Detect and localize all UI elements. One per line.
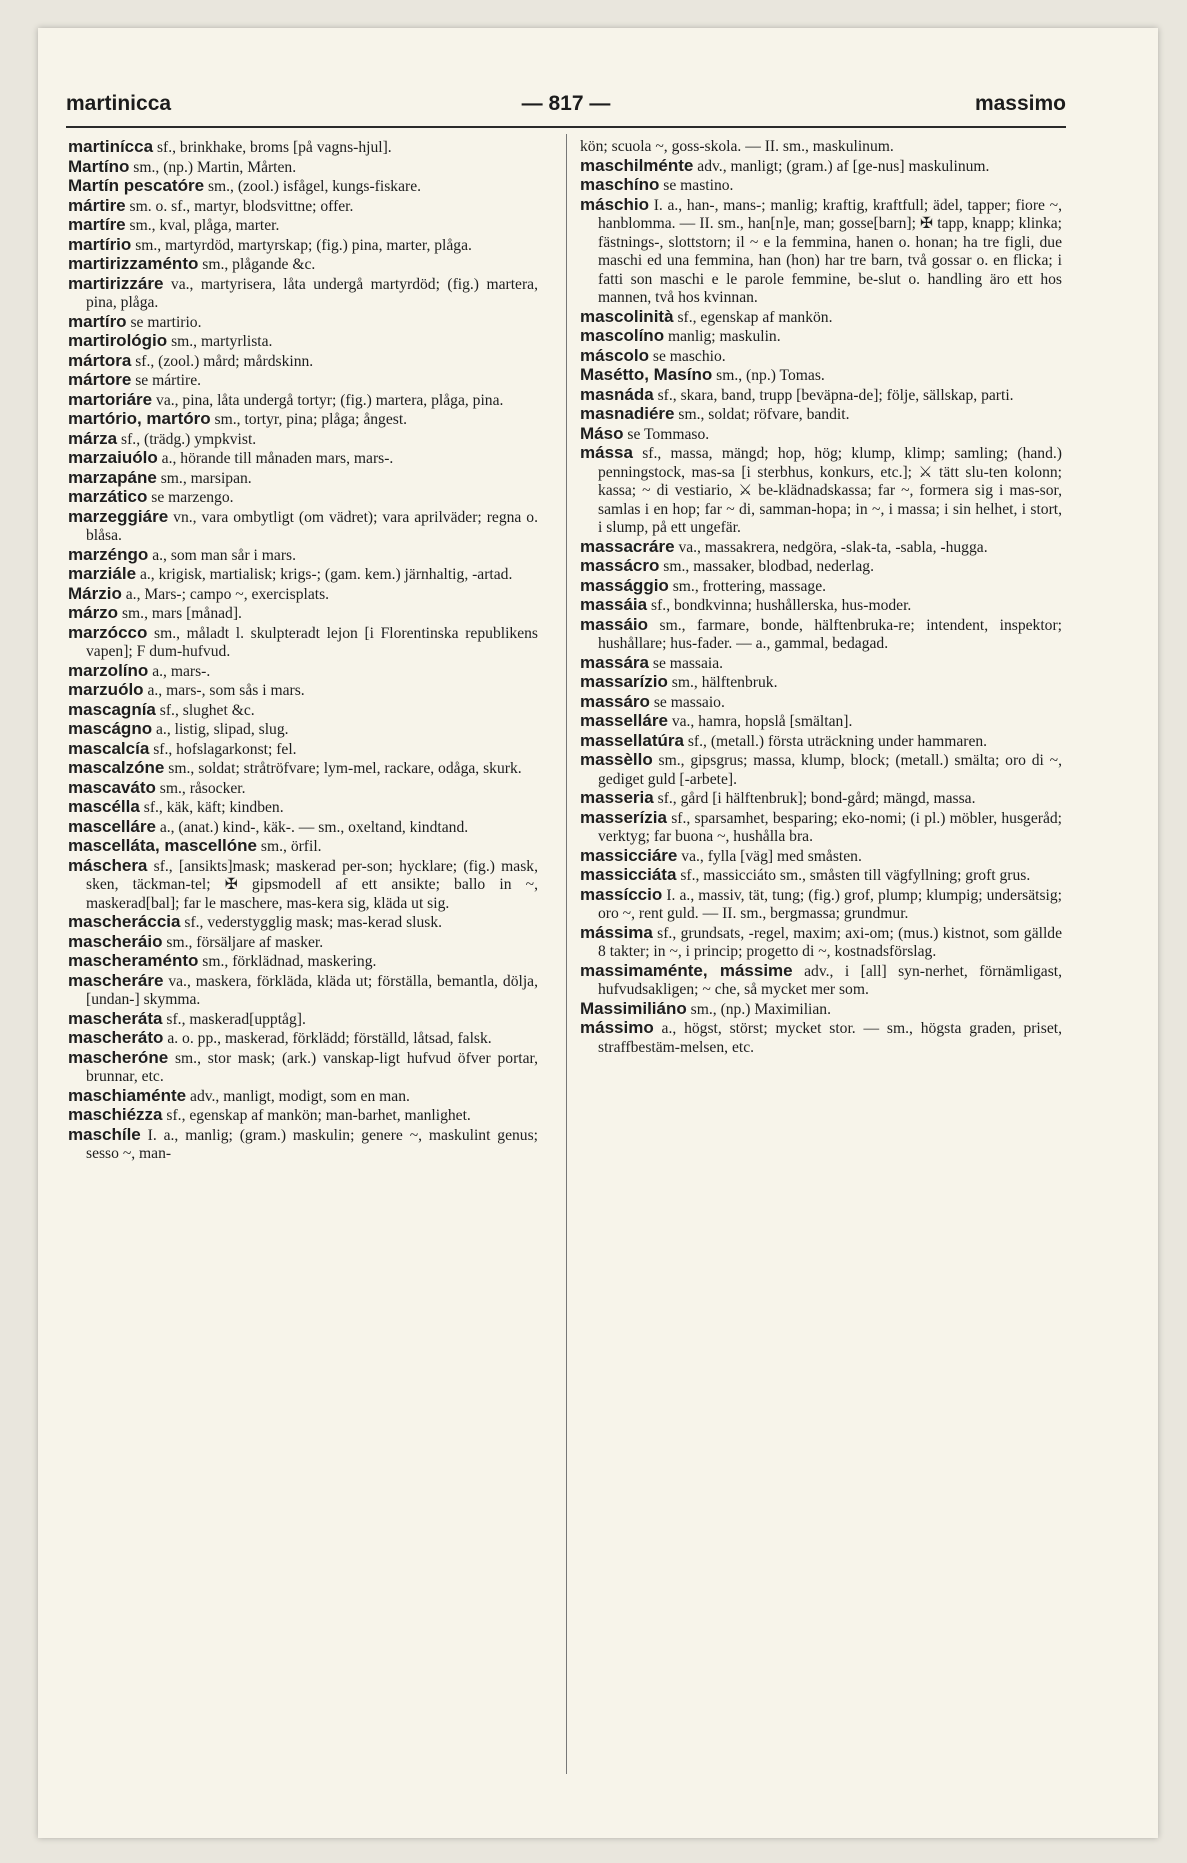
dictionary-entry xyxy=(580,1019,1062,1057)
entry-definition: va., fylla [väg] med småsten. xyxy=(681,847,862,865)
dictionary-entry xyxy=(68,1049,538,1087)
entry-definition: sm., gipsgrus; massa, klump, block; (metall.) smälta; oro di ~, gediget guld [-arbete]. xyxy=(598,752,1062,788)
entry-definition: sf., vederstygglig mask; mas-kerad slusk. xyxy=(184,914,443,931)
entry-definition: a., hörande till månaden mars, mars-. xyxy=(161,450,394,467)
dictionary-entry xyxy=(68,624,538,662)
entry-headword: massicciáta xyxy=(580,865,677,884)
right-column xyxy=(580,138,1062,1057)
entry-headword: mascaváto xyxy=(68,777,156,797)
entry-definition: se maschio. xyxy=(652,347,726,365)
dictionary-entry xyxy=(68,138,538,158)
entry-headword: marzuólo xyxy=(68,680,144,699)
entry-headword: mascheraménto xyxy=(68,951,199,970)
dictionary-entry xyxy=(580,789,1062,809)
dictionary-entry xyxy=(68,255,538,275)
dictionary-entry xyxy=(68,488,538,508)
entry-headword: marzapáne xyxy=(68,467,157,487)
entry-headword: Martín pescatóre xyxy=(68,176,205,195)
entry-headword: mascalzóne xyxy=(68,758,165,777)
dictionary-entry xyxy=(580,732,1062,752)
page-number: — 817 — xyxy=(521,92,611,115)
entry-headword: mascheráccia xyxy=(68,912,181,931)
entry-definition: sm., (np.) Maximilian. xyxy=(690,1000,832,1018)
dictionary-entry xyxy=(580,425,1062,445)
dictionary-entry xyxy=(580,866,1062,886)
entry-headword: martório, martóro xyxy=(68,409,211,428)
entry-definition: sm., (np.) Tomas. xyxy=(716,367,825,384)
entry-headword: massacráre xyxy=(580,536,675,556)
entry-definition: sf., egenskap af mankön; man-barhet, manlighet. xyxy=(166,1107,471,1124)
dictionary-entry xyxy=(580,886,1062,924)
entry-headword: máschio xyxy=(580,194,649,214)
entry-definition: va., maskera, förkläda, kläda ut; förställa, bemantla, dölja, [undan-] skymma. xyxy=(86,972,538,1008)
dictionary-entry xyxy=(580,924,1062,962)
dictionary-entry xyxy=(68,508,538,546)
entry-definition: a., krigisk, martialisk; krigs-; (gam. kem.) järnhaltig, -artad. xyxy=(139,566,513,583)
entry-headword: massáro xyxy=(580,691,650,711)
entry-headword: mascheráta xyxy=(68,1008,163,1028)
entry-definition: sm., måladt l. skulpteradt lejon [i Florentinska republikens vapen]; F dum-hufvud. xyxy=(86,624,538,660)
entry-headword: mascalcía xyxy=(68,738,150,758)
dictionary-entry xyxy=(580,596,1062,616)
entry-headword: maschíno xyxy=(580,175,660,194)
entry-headword: mascheráre xyxy=(68,970,164,990)
entry-headword: massáia xyxy=(580,595,648,614)
dictionary-entry xyxy=(68,430,538,450)
entry-definition: a., som man sår i mars. xyxy=(152,546,296,564)
entry-headword: mascolíno xyxy=(580,326,665,345)
entry-definition: sf., sparsamhet, besparing; eko-nomi; (i pl.) möbler, husgeråd; verktyg; far buona ~, hushålla bra. xyxy=(598,809,1062,845)
entry-definition: se massaia. xyxy=(652,654,724,672)
dictionary-entry xyxy=(580,654,1062,674)
header-rule xyxy=(66,126,1066,128)
dictionary-entry xyxy=(68,565,538,585)
entry-headword: massára xyxy=(580,652,650,672)
dictionary-entry xyxy=(68,177,538,197)
dictionary-entry xyxy=(68,158,538,178)
entry-headword: martirizzáre xyxy=(68,273,164,293)
dictionary-entry xyxy=(580,138,1062,157)
entry-headword: masnáda xyxy=(580,384,654,404)
dictionary-entry xyxy=(580,444,1062,538)
dictionary-entry xyxy=(68,391,538,411)
dictionary-entry xyxy=(68,1087,538,1107)
entry-headword: martoriáre xyxy=(68,389,153,409)
dictionary-entry xyxy=(68,818,538,838)
entry-definition: sm., mars [månad]. xyxy=(121,605,242,622)
dictionary-entry xyxy=(580,1000,1062,1020)
dictionary-entry xyxy=(68,933,538,953)
entry-headword: máschera xyxy=(68,855,148,875)
entry-definition: sf., [ansikts]mask; maskerad per-son; hycklare; (fig.) mask, sken, täckman-tel; ✠ gipsmodell af ett ansikte; ballo in ~, maskerad[bal]; far le maschere, mas-kera sig, kläda ut sig. xyxy=(86,857,538,912)
dictionary-entry xyxy=(580,557,1062,577)
entry-headword: massácro xyxy=(580,556,660,575)
dictionary-entry xyxy=(580,712,1062,732)
entry-definition: adv., manligt; (gram.) af [ge-nus] maskulinum. xyxy=(697,157,990,175)
entry-headword: martírio xyxy=(68,234,132,254)
entry-definition: sf., maskerad[upptåg]. xyxy=(166,1010,306,1028)
dictionary-entry xyxy=(580,538,1062,558)
entry-headword: Márzio xyxy=(68,583,122,603)
entry-definition: se martirio. xyxy=(130,313,202,331)
entry-definition: a., högst, störst; mycket stor. — sm., högsta graden, priset, straffbestäm-melsen, etc. xyxy=(598,1020,1062,1056)
header-last-word: massimo xyxy=(974,92,1066,115)
entry-headword: martíro xyxy=(68,311,127,331)
dictionary-entry xyxy=(68,410,538,430)
dictionary-entry xyxy=(68,662,538,682)
entry-headword: mártora xyxy=(68,350,132,370)
entry-headword: mascágno xyxy=(68,719,153,738)
dictionary-entry xyxy=(68,469,538,489)
dictionary-entry xyxy=(580,751,1062,789)
entry-definition: a. o. pp., maskerad, förklädd; förställd, låtsad, falsk. xyxy=(167,1030,492,1047)
entry-definition: sf., slughet &c. xyxy=(159,701,255,719)
entry-headword: maschíle xyxy=(68,1124,141,1144)
entry-headword: Martíno xyxy=(68,156,130,176)
dictionary-entry xyxy=(68,313,538,333)
entry-definition: se massaio. xyxy=(653,693,725,711)
dictionary-entry xyxy=(68,1106,538,1126)
entry-definition: sf., (metall.) första uträckning under hammaren. xyxy=(687,732,988,750)
dictionary-entry xyxy=(580,809,1062,847)
entry-definition: adv., manligt, modigt, som en man. xyxy=(190,1087,410,1105)
column-divider xyxy=(566,134,567,1774)
entry-headword: masnadiére xyxy=(580,404,675,423)
entry-definition: se Tommaso. xyxy=(627,425,710,443)
dictionary-entry xyxy=(580,327,1062,347)
entry-definition: I. a., han-, mans-; manlig; kraftig, kraftfull; ädel, tapper; fiore ~, hanblomma. — II. sm., han[n]e, man; gosse[barn]; ✠ tapp, knapp; klinka; fästnings-, slottstorn; il ~ e la femmina, hanen o. honan; ha tre figli, due maschi ed una femmina, han (hon) har tre barn, två gossar o. en flicka; i fatti son maschi e le parole femmine, be-slut o. handling äro ett hos mannen, två hos kvinnan. xyxy=(598,196,1062,306)
entry-headword: massáio xyxy=(580,614,649,634)
entry-headword: mássima xyxy=(580,922,653,942)
entry-definition: sf., (zool.) mård; mårdskinn. xyxy=(135,352,314,370)
dictionary-entry xyxy=(68,759,538,779)
dictionary-entry xyxy=(68,236,538,256)
dictionary-entry xyxy=(580,405,1062,425)
dictionary-entry xyxy=(580,196,1062,308)
dictionary-entry xyxy=(580,386,1062,406)
entry-definition: manlig; maskulin. xyxy=(668,328,781,345)
entry-headword: masselláre xyxy=(580,711,668,730)
entry-definition: sf., hofslagarkonst; fel. xyxy=(153,740,297,758)
entry-headword: masserízia xyxy=(580,807,667,827)
entry-definition: se marzengo. xyxy=(151,489,234,506)
entry-definition: sf., massa, mängd; hop, hög; klump, klimp; samling; (hand.) penningstock, mas-sa [i sterbhus, konkurs, etc.]; ⚔ tätt slu-ten kolonn; kassa; ~ di vestiario, ⚔ be-klädnadskassa; far ~, formera sig i mas-sor, samlas i en hop; far ~ di, samman-hopa; in ~, i massa; i sin helhet, i stort, i slump, på ett ungefär. xyxy=(598,445,1062,536)
dictionary-entry xyxy=(580,308,1062,328)
entry-headword: mascolinità xyxy=(580,306,674,326)
entry-headword: massarízio xyxy=(580,672,668,691)
entry-definition: sm., förklädnad, maskering. xyxy=(202,953,377,970)
dictionary-entry xyxy=(68,352,538,372)
dictionary-entry xyxy=(68,275,538,313)
entry-definition: sf., grundsats, -regel, maxim; axi-om; (mus.) kistnot, som gällde 8 takter; in ~, i princip; progetto di ~, kostnadsförslag. xyxy=(598,924,1062,960)
entry-headword: maschilménte xyxy=(580,155,694,175)
entry-headword: marziále xyxy=(68,564,137,583)
dictionary-entry xyxy=(68,1029,538,1049)
entry-definition: kön; scuola ~, goss-skola. — II. sm., maskulinum. xyxy=(580,138,894,155)
dictionary-entry xyxy=(580,366,1062,386)
dictionary-entry xyxy=(68,604,538,624)
entry-headword: martinícca xyxy=(68,137,154,156)
entry-headword: mascelláre xyxy=(68,816,156,836)
entry-definition: sf., käk, käft; kindben. xyxy=(143,799,284,816)
entry-headword: martirológio xyxy=(68,331,168,350)
entry-headword: Máso xyxy=(580,423,624,443)
entry-headword: Masétto, Masíno xyxy=(580,365,713,384)
entry-definition: adv., i [all] syn-nerhet, förnämligast, hufvudsakligen; ~ che, så mycket mer som. xyxy=(598,962,1063,998)
entry-definition: I. a., manlig; (gram.) maskulin; genere ~, maskulint genus; sesso ~, man- xyxy=(86,1126,538,1162)
entry-headword: mascagnía xyxy=(68,699,156,719)
entry-definition: sf., egenskap af mankön. xyxy=(677,308,833,326)
entry-headword: marzócco xyxy=(68,622,148,642)
dictionary-entry xyxy=(580,673,1062,693)
entry-headword: márzo xyxy=(68,603,119,622)
entry-headword: marzolíno xyxy=(68,660,149,680)
dictionary-entry xyxy=(68,449,538,469)
entry-headword: mascelláta, mascellóne xyxy=(68,836,258,855)
dictionary-entry xyxy=(68,1010,538,1030)
dictionary-entry xyxy=(580,693,1062,713)
entry-headword: martíre xyxy=(68,215,126,234)
dictionary-entry xyxy=(580,962,1062,1000)
entry-definition: sm., marsipan. xyxy=(160,469,252,487)
dictionary-entry xyxy=(580,176,1062,196)
entry-definition: va., martyrisera, låta undergå martyrdöd; (fig.) martera, pina, plåga. xyxy=(86,275,538,311)
entry-definition: sm., kval, plåga, marter. xyxy=(129,217,280,234)
entry-definition: sm., plågande &c. xyxy=(202,256,316,273)
entry-definition: sf., brinkhake, broms [på vagns-hjul]. xyxy=(156,139,392,156)
entry-definition: sm., örfil. xyxy=(260,838,322,855)
dictionary-entry xyxy=(580,616,1062,654)
entry-definition: a., mars-. xyxy=(152,662,211,680)
entry-definition: sf., gård [i hälftenbruk]; bond-gård; mängd, massa. xyxy=(657,790,976,807)
entry-definition: sm., försäljare af masker. xyxy=(166,933,324,951)
entry-headword: máscolo xyxy=(580,345,649,365)
page-header xyxy=(66,92,1066,126)
entry-definition: sm., martyrdöd, martyrskap; (fig.) pina, marter, plåga. xyxy=(135,236,472,254)
dictionary-entry xyxy=(68,216,538,236)
entry-headword: massíccio xyxy=(580,884,663,904)
dictionary-entry xyxy=(68,1126,538,1164)
dictionary-entry xyxy=(68,857,538,914)
dictionary-entry xyxy=(68,332,538,352)
entry-definition: sm., frottering, massage. xyxy=(672,577,827,595)
entry-definition: sm., soldat; röfvare, bandit. xyxy=(678,406,850,423)
header-first-word: martinicca xyxy=(66,92,172,115)
entry-headword: maschiaménte xyxy=(68,1085,187,1105)
entry-definition: sm., råsocker. xyxy=(159,779,246,797)
entry-headword: massicciáre xyxy=(580,845,678,865)
entry-definition: sf., (trädg.) ympkvist. xyxy=(121,430,257,448)
dictionary-entry xyxy=(68,720,538,740)
dictionary-entry xyxy=(580,577,1062,597)
entry-headword: massèllo xyxy=(580,750,653,769)
dictionary-entry xyxy=(68,798,538,818)
entry-definition: sm., stor mask; (ark.) vanskap-ligt hufvud öfver portar, brunnar, etc. xyxy=(86,1049,538,1085)
entry-definition: sm. o. sf., martyr, blodsvittne; offer. xyxy=(129,197,354,215)
entry-headword: mascheróne xyxy=(68,1047,169,1067)
dictionary-entry xyxy=(68,701,538,721)
dictionary-entry xyxy=(580,157,1062,177)
dictionary-entry xyxy=(68,837,538,857)
entry-definition: sm., (np.) Martin, Mårten. xyxy=(133,158,297,176)
dictionary-entry xyxy=(68,681,538,701)
entry-headword: massimaménte, mássime xyxy=(580,960,793,980)
entry-definition: a., mars-, som sås i mars. xyxy=(147,682,305,699)
entry-definition: sm., (zool.) isfågel, kungs-fiskare. xyxy=(207,178,422,195)
entry-headword: Massimiliáno xyxy=(580,998,687,1018)
entry-definition: a., (anat.) kind-, käk-. — sm., oxeltand, kindtand. xyxy=(159,818,469,836)
entry-definition: a., listig, slipad, slug. xyxy=(156,721,289,738)
entry-headword: marzático xyxy=(68,487,148,506)
entry-headword: maschiézza xyxy=(68,1105,163,1124)
entry-definition: sf., skara, band, trupp [beväpna-de]; följe, sällskap, parti. xyxy=(657,386,1014,404)
dictionary-entry xyxy=(68,740,538,760)
entry-definition: sf., massicciáto sm., småsten till vägfyllning; groft grus. xyxy=(680,867,1031,884)
entry-headword: massággio xyxy=(580,575,669,595)
entry-headword: martirizzaménto xyxy=(68,254,199,273)
dictionary-entry xyxy=(68,913,538,933)
entry-definition: se mártire. xyxy=(135,372,202,389)
entry-definition: sf., bondkvinna; hushållerska, hus-moder. xyxy=(651,597,912,614)
entry-definition: sm., martyrlista. xyxy=(171,333,273,350)
entry-headword: mássa xyxy=(580,443,633,462)
entry-definition: va., hamra, hopslå [smältan]. xyxy=(671,713,853,730)
entry-headword: mássimo xyxy=(580,1018,654,1037)
dictionary-entry xyxy=(580,847,1062,867)
left-column xyxy=(68,138,538,1164)
entry-headword: mascélla xyxy=(68,797,140,816)
entry-definition: I. a., massiv, tät, tung; (fig.) grof, plump; klumpig; undersätsig; oro ~, rent guld. — II. sm., bergmassa; grundmur. xyxy=(598,886,1062,922)
entry-definition: sm., tortyr, pina; plåga; ångest. xyxy=(214,411,408,428)
entry-headword: mártore xyxy=(68,370,132,389)
dictionary-entry xyxy=(68,972,538,1010)
entry-headword: massellatúra xyxy=(580,730,684,750)
dictionary-entry xyxy=(68,585,538,605)
dictionary-entry xyxy=(68,371,538,391)
entry-headword: marzeggiáre xyxy=(68,506,169,526)
dictionary-entry xyxy=(68,546,538,566)
entry-headword: marzéngo xyxy=(68,544,149,564)
entry-headword: mártire xyxy=(68,195,126,215)
entry-definition: a., Mars-; campo ~, exercisplats. xyxy=(125,585,330,603)
entry-definition: se mastino. xyxy=(663,177,734,194)
dictionary-entry xyxy=(68,779,538,799)
entry-definition: sm., soldat; stråtröfvare; lym-mel, rackare, odåga, skurk. xyxy=(168,760,522,777)
entry-definition: sm., farmare, bonde, hälftenbruka-re; intendent, inspektor; hushållare; hus-fader. — a., gammal, bedagad. xyxy=(598,616,1062,652)
dictionary-entry xyxy=(68,952,538,972)
entry-definition: va., pina, låta undergå tortyr; (fig.) martera, plåga, pina. xyxy=(156,391,504,409)
entry-headword: mascheráio xyxy=(68,931,163,951)
entry-definition: vn., vara ombytligt (om vädret); vara aprilväder; regna o. blåsa. xyxy=(86,508,538,544)
entry-definition: va., massakrera, nedgöra, -slak-ta, -sabla, -hugga. xyxy=(678,538,988,556)
entry-definition: sm., hälftenbruk. xyxy=(671,674,778,691)
entry-headword: márza xyxy=(68,428,118,448)
dictionary-entry xyxy=(68,197,538,217)
entry-headword: marzaiuólo xyxy=(68,448,158,467)
entry-headword: mascheráto xyxy=(68,1028,164,1047)
entry-definition: sm., massaker, blodbad, nederlag. xyxy=(663,558,874,575)
dictionary-entry xyxy=(580,347,1062,367)
entry-headword: masseria xyxy=(580,788,654,807)
